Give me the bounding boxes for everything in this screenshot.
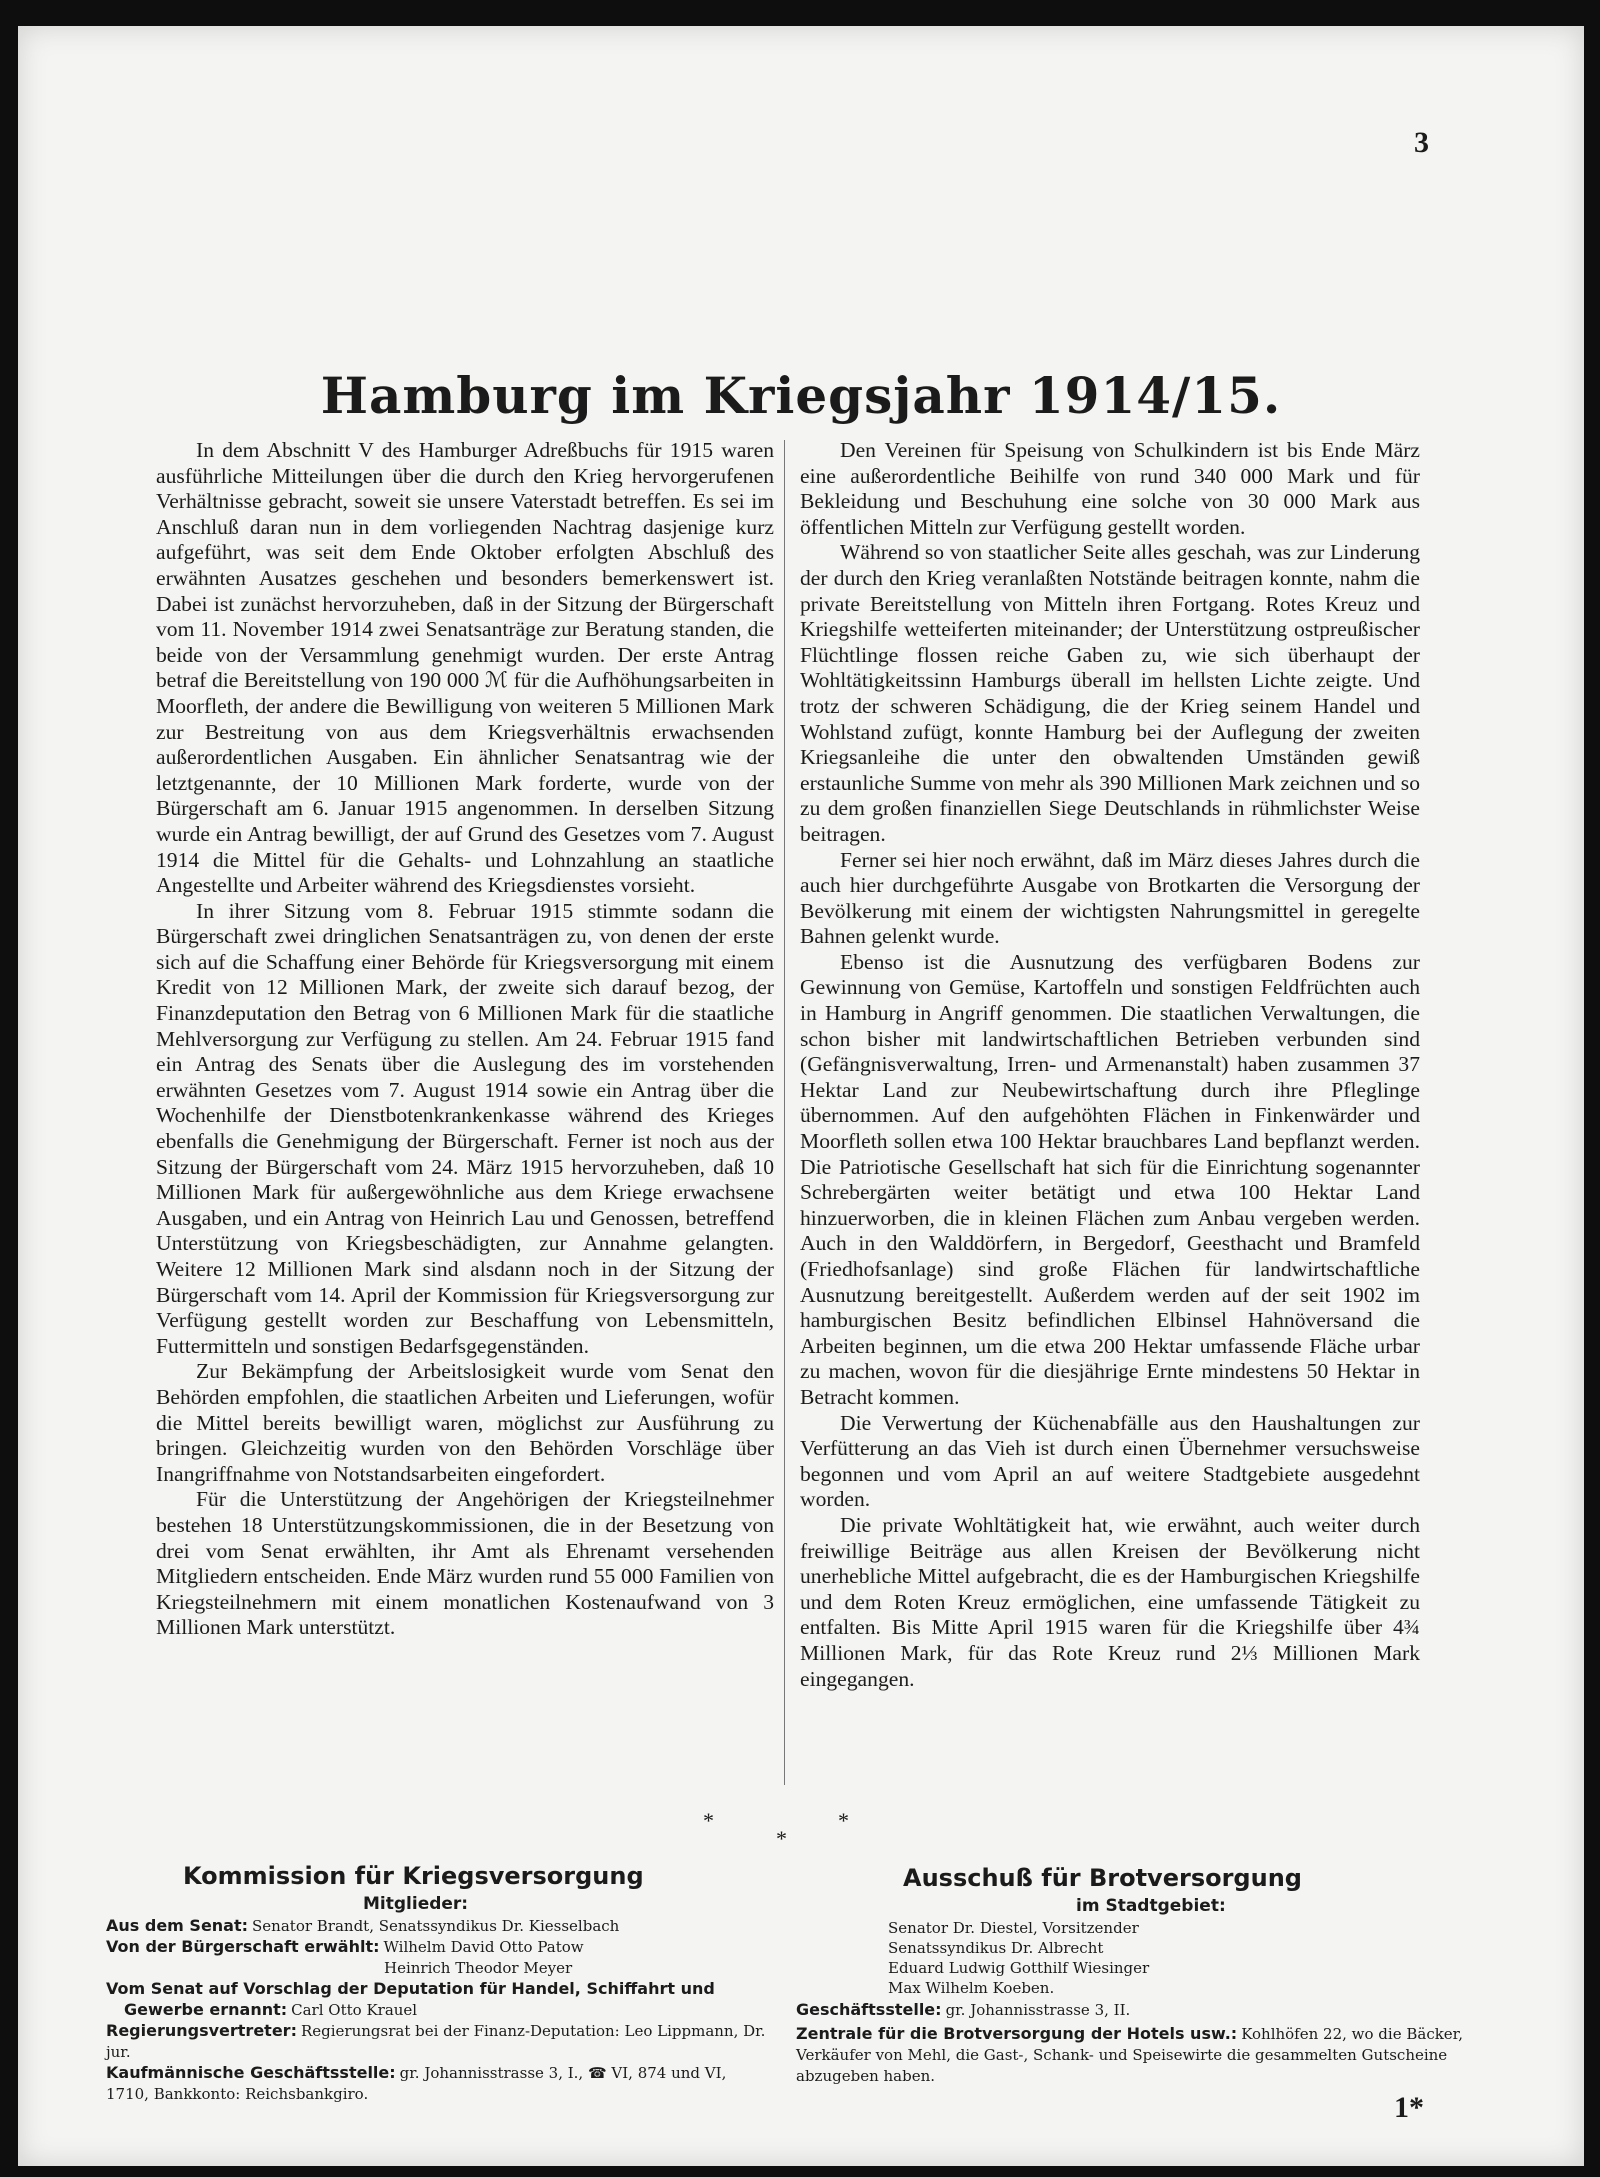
paragraph: Während so von staatlicher Seite alles geschah, was zur Linderung der durch den Krieg veranlaßten Notstände beitragen konnte, nahm die private Bereitstellung von Mitteln ihren Fortgang. Rotes Kreuz und Kriegshilfe wetteiferten miteinander; der Unterstützung ostpreußischer Flüchtlinge flossen reiche Gaben zu, wie sich überhaupt der Wohltätigkeitssinn Hamburgs überall im hellsten Lichte zeigte. Und trotz der schweren Schädigung, die der Krieg seinem Handel und Wohlstand zufügt, konnte Hamburg bei der Auflegung der zweiten Kriegsanleihe die unter den obwaltenden Umständen gewiß erstaunliche Summe von mehr als 390 Millionen Mark zeichnen und so zu dem großen finanziellen Siege Deutschlands in rühmlichster Weise beitragen. [800, 540, 1420, 846]
office-row: Geschäftsstelle: gr. Johannisstrasse 3, II. [796, 2000, 1131, 2019]
separator-star: * [838, 1808, 849, 1833]
page-sheet [18, 26, 1584, 2166]
member: Max Wilhelm Koeben. [888, 1979, 1055, 1997]
paragraph: Den Vereinen für Speisung von Schulkindern ist bis Ende März eine außerordentliche Beihilfe von rund 340 000 Mark und für Bekleidung und Beschuhung eine solche von 30 000 Mark aus öffentlichen Mitteln zur Verfügung gestellt worden. [800, 438, 1420, 539]
kommission-heading: Kommission für Kriegsversorgung [183, 1862, 644, 1890]
member: Senatssyndikus Dr. Albrecht [888, 1939, 1104, 1957]
box-row: Heinrich Theodor Meyer [384, 1959, 573, 1977]
paragraph: Ebenso ist die Ausnutzung des verfügbaren Bodens zur Gewinnung von Gemüse, Kartoffeln und sonstigen Feldfrüchten auch in Hamburg in Angriff genommen. Die staatlichen Verwaltungen, die schon bisher mit landwirtschaftlichen Betrieben verbunden sind (Gefängnisverwaltung, Irren- und Armenanstalt) haben zusammen 37 Hektar Land zur Neubewirtschaftung durch ihre Pfleglinge übernommen. Auf den aufgehöhten Flächen in Finkenwärder und Moorfleth sollen etwa 100 Hektar brauchbares Land bepflanzt werden. Die Patriotische Gesellschaft hat sich für die Einrichtung sogenannter Schrebergärten weiter betätigt und etwa 100 Hektar Land hinzuerworben, die in kleinen Flächen zum Anbau vergeben werden. Auch in den Walddörfern, in Bergedorf, Geesthacht und Bramfeld (Friedhofsanlage) sind große Flächen für landwirtschaftliche Ausnutzung bereitgestellt. Außerdem werden auf der seit 1902 im hamburgischen Besitz befindlichen Elbinsel Hahnöversand die Arbeiten beginnen, um die etwa 200 Hektar umfassende Fläche urbar zu machen, wovon für die diesjährige Ernte mindestens 50 Hektar in Betracht kommen. [800, 949, 1420, 1409]
box-row: Regierungsvertreter: Regierungsrat bei der Finanz-Deputation: Leo Lippmann, Dr. jur. [106, 2021, 766, 2061]
brotversorgung-members [888, 1918, 1149, 1998]
paragraph: Zur Bekämpfung der Arbeitslosigkeit wurde vom Senat den Behörden empfohlen, die staatlichen Arbeiten und Lieferungen, wofür die Mittel bereits bewilligt waren, möglichst zur Ausführung zu bringen. Gleichzeitig wurden von den Behörden Vorschläge über Inangriffnahme von Notstandsarbeiten eingefordert. [156, 1359, 774, 1486]
left-column [156, 438, 774, 1641]
box-row: Aus dem Senat: Senator Brandt, Senatssyndikus Dr. Kiesselbach [106, 1916, 620, 1935]
paragraph: In dem Abschnitt V des Hamburger Adreßbuchs für 1915 waren ausführliche Mitteilungen über die durch den Krieg hervorgerufenen Verhältnisse gebracht, soweit sie unsere Vaterstadt betreffen. Es sei im Anschluß daran nun in dem vorliegenden Nachtrag dasjenige kurz aufgeführt, was seit dem Ende Oktober erfolgten Abschluß des erwähnten Ausatzes geschehen und besonders bemerkenswert ist. Dabei ist zunächst hervorzuheben, daß in der Sitzung der Bürgerschaft vom 11. November 1914 zwei Senatsanträge zur Beratung standen, die beide von der Versammlung genehmigt wurden. Der erste Antrag betraf die Bereitstellung von 190 000 ℳ für die Aufhöhungsarbeiten in Moorfleth, der andere die Bewilligung von weiteren 5 Millionen Mark zur Bestreitung von aus dem Kriegsverhältnis erwachsenden außerordentlichen Ausgaben. Ein ähnlicher Senatsantrag wie der letztgenannte, der 10 Millionen Mark forderte, wurde von der Bürgerschaft am 6. Januar 1915 angenommen. In derselben Sitzung wurde ein Antrag bewilligt, der auf Grund des Gesetzes vom 7. August 1914 die Mittel für die Gehalts- und Lohnzahlung an staatliche Angestellte und Arbeiter während des Kriegsdienstes vorsieht. [156, 438, 774, 898]
member: Eduard Ludwig Gotthilf Wiesinger [888, 1959, 1150, 1977]
signature-mark: 1* [1394, 2091, 1424, 2124]
column-divider [784, 440, 785, 1785]
brotversorgung-heading: Ausschuß für Brotversorgung [903, 1864, 1302, 1892]
kommission-subheading: Mitglieder: [363, 1894, 469, 1914]
box-row: Von der Bürgerschaft erwählt: Wilhelm David Otto Patow [106, 1937, 584, 1956]
right-column [800, 438, 1420, 1692]
paragraph: Die private Wohltätigkeit hat, wie erwähnt, auch weiter durch freiwillige Beiträge aus allen Kreisen der Bevölkerung nicht unerhebliche Mittel aufgebracht, die es der Hamburgischen Kriegshilfe und dem Roten Kreuz ermöglichen, eine umfassende Tätigkeit zu entfalten. Bis Mitte April 1915 waren für die Kriegshilfe über 4¾ Millionen Mark, für das Rote Kreuz rund 2⅓ Millionen Mark eingegangen. [800, 1512, 1420, 1691]
central-row: Zentrale für die Brotversorgung der Hotels usw.: Kohlhöfen 22, wo die Bäcker, Verkäufer von Mehl, die Gast-, Schank- und Speisewirte die gesammelten Gutscheine abzugeben haben. [796, 2024, 1463, 2085]
kommission-box [106, 1916, 786, 2105]
box-row: Kaufmännische Geschäftsstelle: gr. Johannisstrasse 3, I., ☎ VI, 874 und VI, 1710, Bankkonto: Reichsbankgiro. [106, 2063, 727, 2103]
box-row: Vom Senat auf Vorschlag der Deputation für Handel, Schiffahrt und [106, 1979, 715, 1998]
member: Senator Dr. Diestel, Vorsitzender [888, 1919, 1139, 1937]
separator-star: * [776, 1826, 787, 1851]
paragraph: Ferner sei hier noch erwähnt, daß im März dieses Jahres durch die auch hier durchgeführte Ausgabe von Brotkarten die Versorgung der Bevölkerung mit einem der wichtigsten Nahrungsmittel in geregelte Bahnen gelenkt wurde. [800, 847, 1420, 949]
paragraph: Die Verwertung der Küchenabfälle aus den Haushaltungen zur Verfütterung an das Vieh ist durch einen Übernehmer versuchsweise begonnen und vom April an auf weitere Stadtgebiete ausgedehnt worden. [800, 1410, 1420, 1512]
page-title: Hamburg im Kriegsjahr 1914/15. [320, 366, 1282, 425]
brotversorgung-subheading: im Stadtgebiet: [1076, 1896, 1226, 1916]
paragraph: Für die Unterstützung der Angehörigen der Kriegsteilnehmer bestehen 18 Unterstützungskommissionen, die in der Besetzung von drei vom Senat erwählten, ihr Amt als Ehrenamt versehenden Mitgliedern entscheiden. Ende März wurden rund 55 000 Familien von Kriegsteilnehmern mit einem monatlichen Kostenaufwand von 3 Millionen Mark unterstützt. [156, 1487, 774, 1640]
separator-star: * [703, 1808, 714, 1833]
page-number: 3 [1414, 126, 1429, 159]
box-row: Gewerbe ernannt: Carl Otto Krauel [124, 2000, 418, 2019]
paragraph: In ihrer Sitzung vom 8. Februar 1915 stimmte sodann die Bürgerschaft zwei dringlichen Senatsanträgen zu, von denen der erste sich auf die Schaffung einer Behörde für Kriegsversorgung mit einem Kredit von 12 Millionen Mark, der zweite sich darauf bezog, der Finanzdeputation den Betrag von 6 Millionen Mark für die staatliche Mehlversorgung zur Verfügung zu stellen. Am 24. Februar 1915 fand ein Antrag des Senats über die Auslegung des im vorstehenden erwähnten Gesetzes vom 7. August 1914 sowie ein Antrag über die Wochenhilfe der Dienstbotenkrankenkasse während des Krieges ebenfalls die Genehmigung der Bürgerschaft. Ferner ist noch aus der Sitzung der Bürgerschaft vom 24. März 1915 hervorzuheben, daß 10 Millionen Mark für außergewöhnliche aus dem Kriege erwachsene Ausgaben, und ein Antrag von Heinrich Lau und Genossen, betreffend Unterstützung von Kriegsbeschädigten, zur Annahme gelangten. Weitere 12 Millionen Mark sind alsdann noch in der Sitzung der Bürgerschaft vom 14. April der Kommission für Kriegsversorgung zur Verfügung gestellt worden zur Beschaffung von Lebensmitteln, Futtermitteln und sonstigen Bedarfsgegenständen. [156, 898, 774, 1358]
